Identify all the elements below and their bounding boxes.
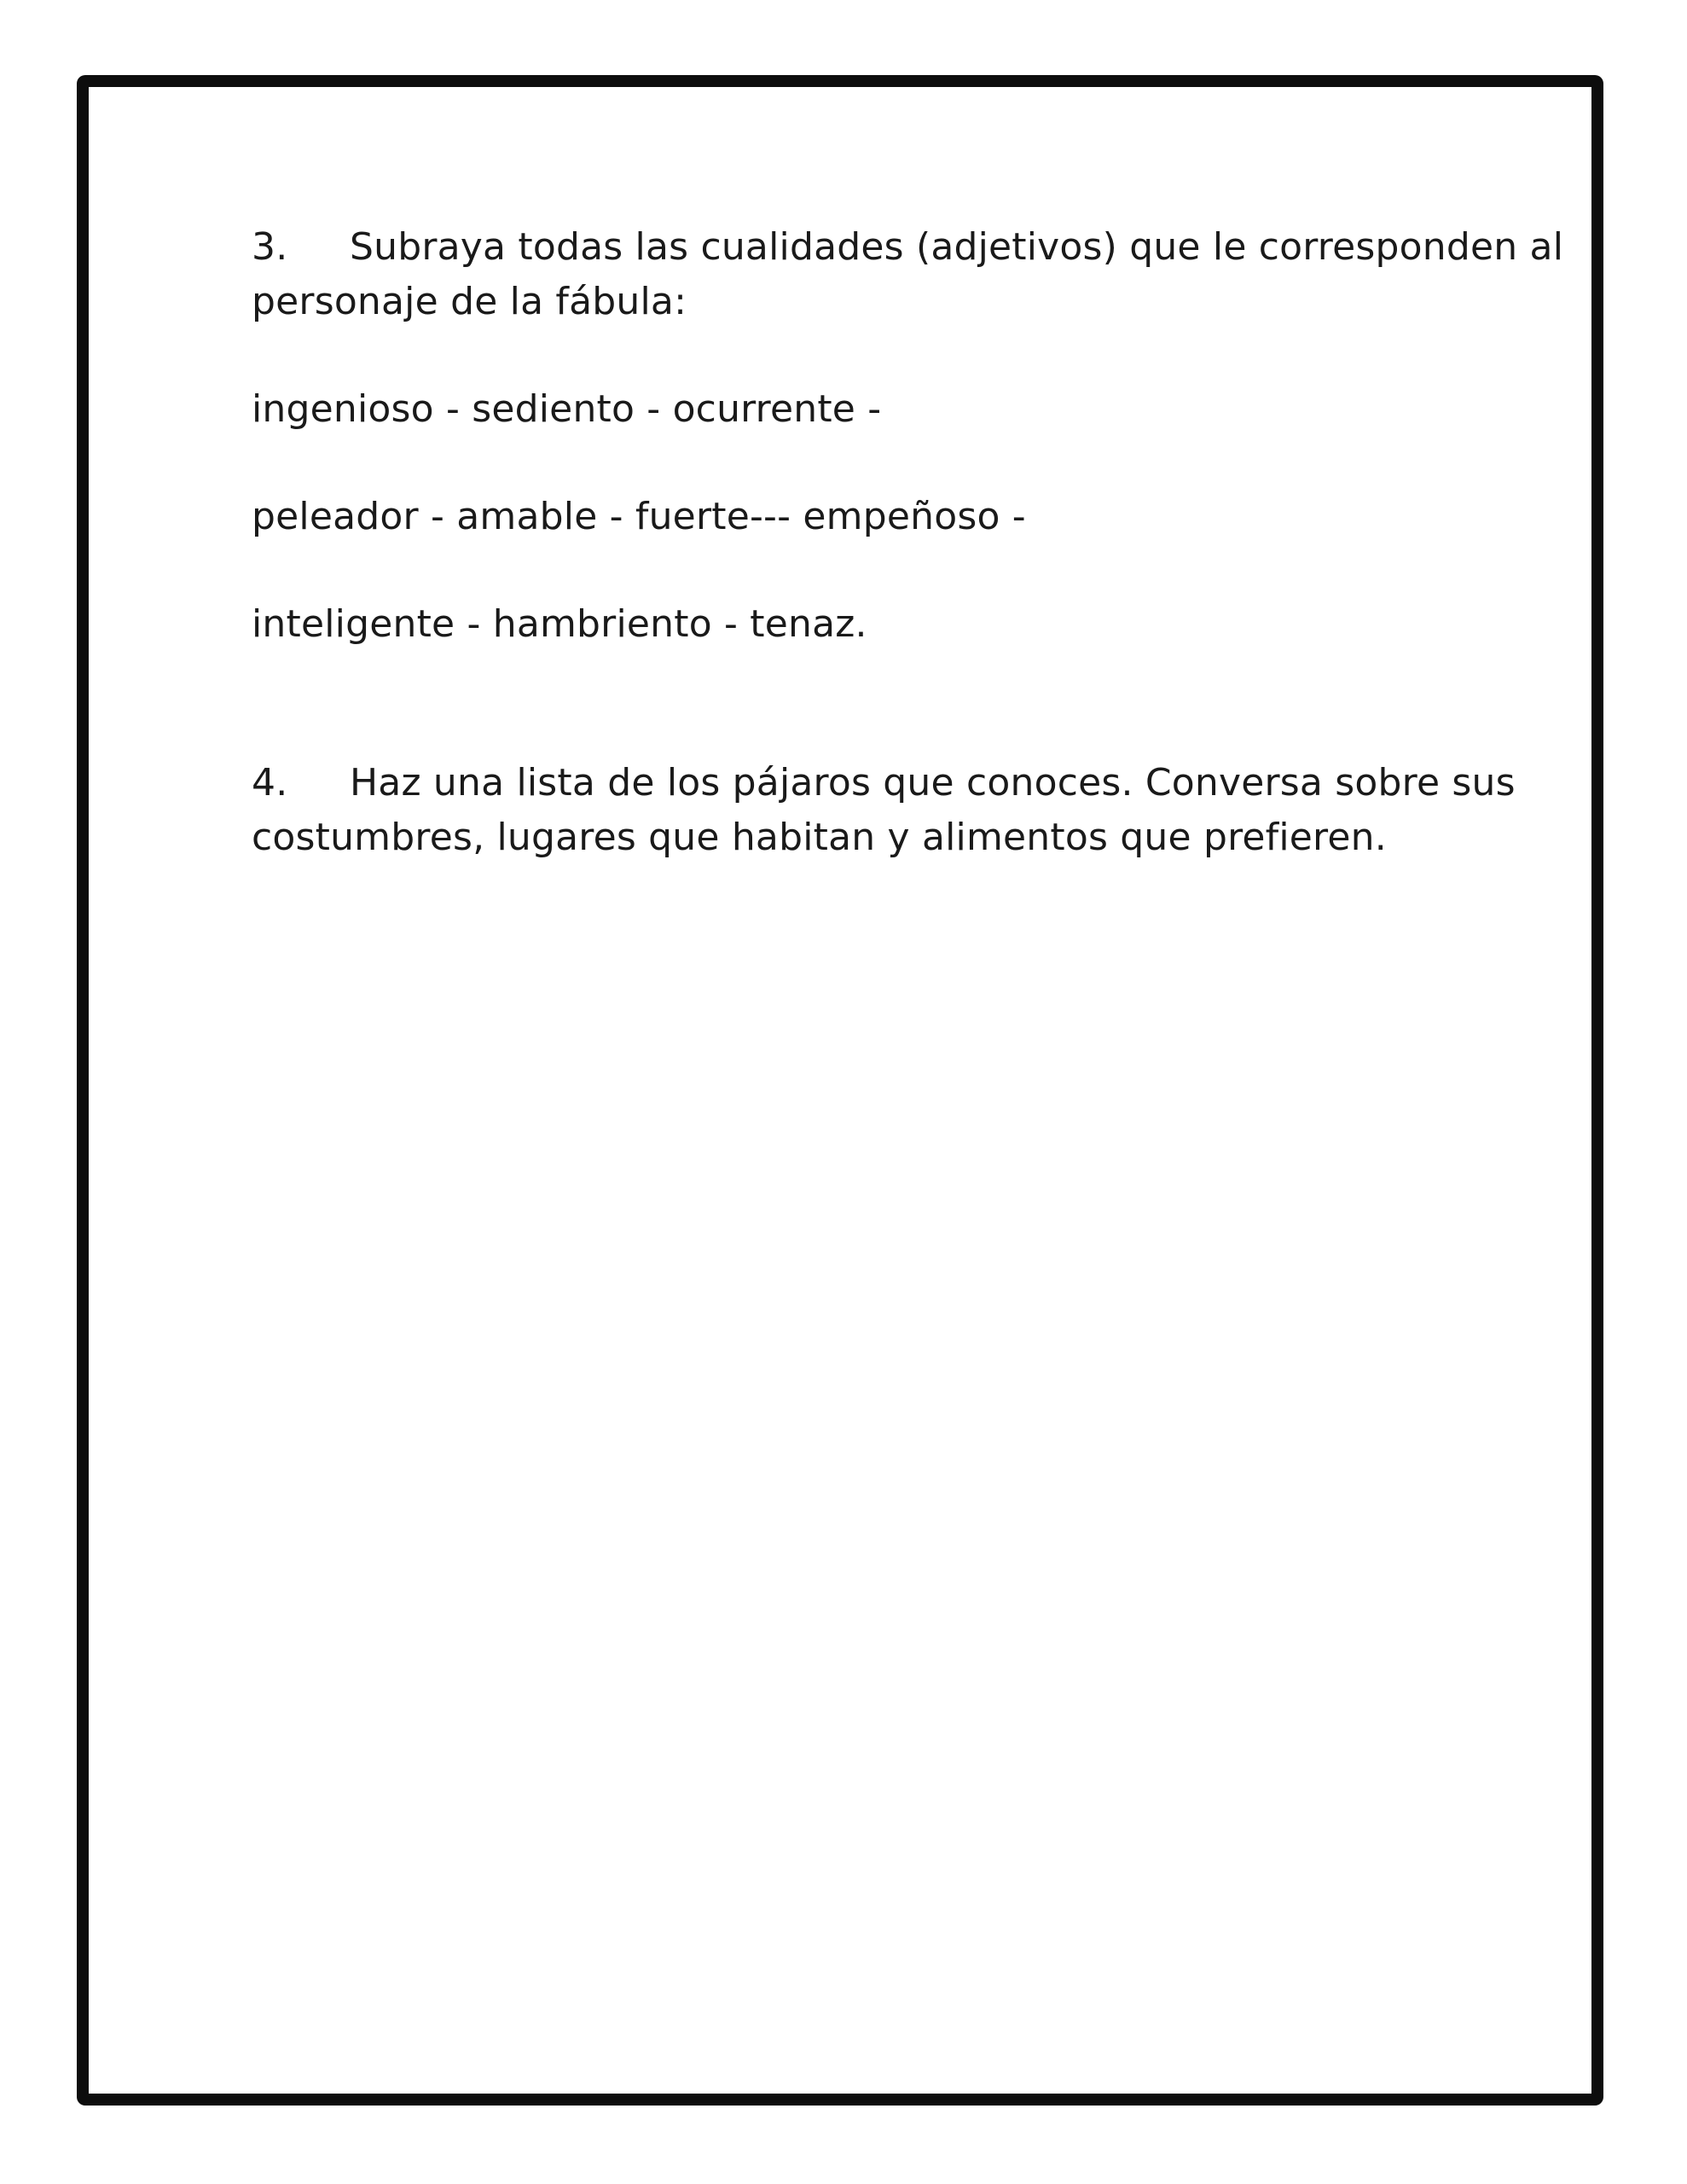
question-4-line-1 [252,756,1516,810]
adjective-line-3: inteligente - hambriento - tenaz. [252,602,867,646]
question-3-number: 3. [252,225,288,269]
adjective-line-2: peleador - amable - fuerte--- empeñoso - [252,495,1026,538]
adjective-line-1: ingenioso - sediento - ocurrente - [252,387,882,431]
page-border [77,75,1603,2106]
question-4 [252,756,1516,865]
question-4-line-2: costumbres, lugares que habitan y alimentos que prefieren. [252,816,1387,859]
question-3 [252,220,1563,329]
question-3-text-1: Subraya todas las cualidades (adjetivos) que le corresponden al [350,225,1564,269]
question-4-text-1: Haz una lista de los pájaros que conoces. Conversa sobre sus [350,761,1516,804]
question-3-line-1 [252,220,1563,275]
question-4-number: 4. [252,761,288,804]
question-3-line-2: personaje de la fábula: [252,280,687,323]
